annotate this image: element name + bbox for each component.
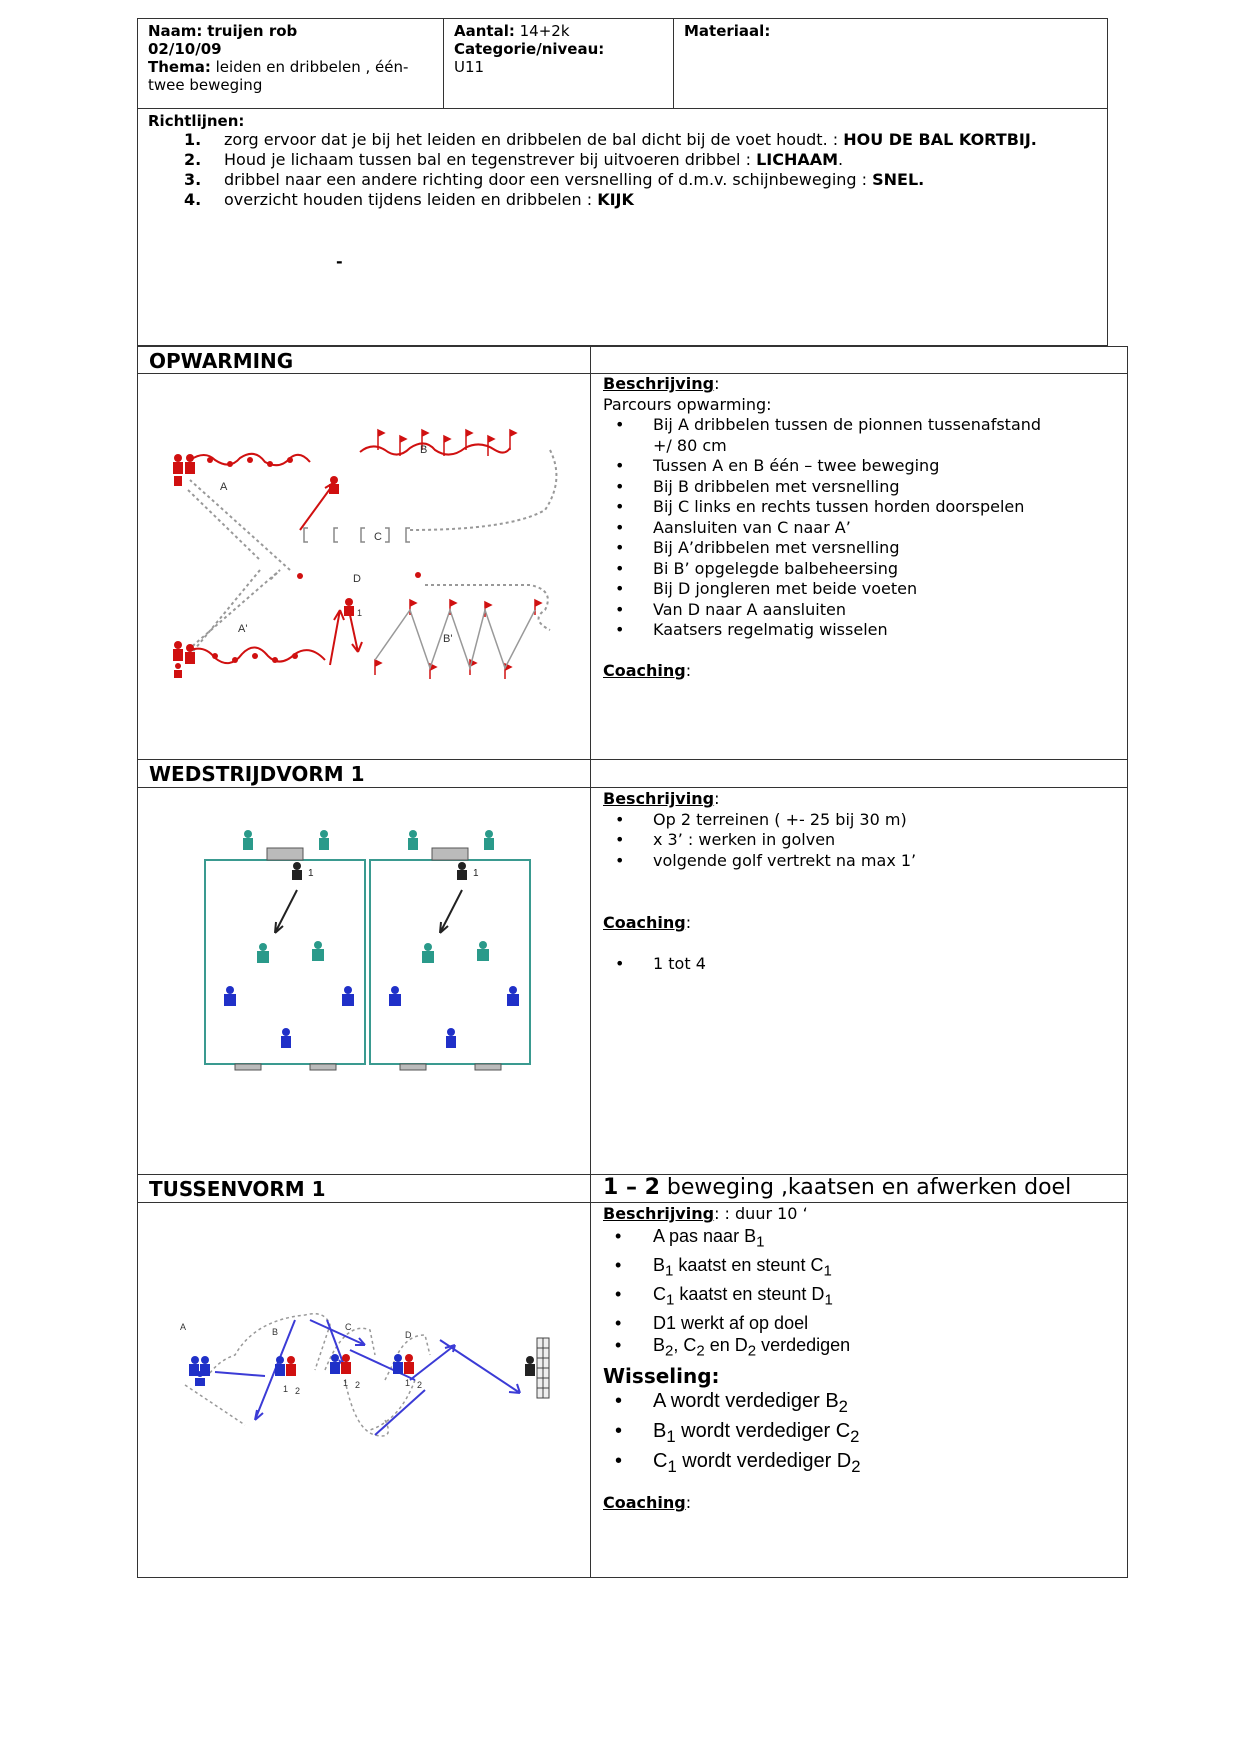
list-item: • Bij D jongleren met beide voeten: [653, 579, 1103, 600]
list-item: • Bij C links en rechts tussen horden doorspelen: [653, 497, 1103, 518]
aantal-label: Aantal:: [454, 22, 515, 40]
diagram-label-one: 1: [473, 868, 479, 879]
list-item: • 1 tot 4: [653, 954, 1103, 975]
categorie-label: Categorie/niveau:: [454, 40, 605, 58]
richtlijn-1: 1. zorg ervoor dat je bij het leiden en dribbelen de bal dicht bij de voet houdt. : HOU DE BAL KORTBIJ.: [184, 130, 1037, 149]
tussenvorm-description: Beschrijving: : duur 10 ‘ • A pas naar $B_1$ • $B_1$ kaatst en steunt $C_1$ • $C_1$ kaatst en steunt $D_1$ • D1 werkt af op doel • $B_2$, $C_2$ en $D_2$ verdedigen Wisseling: • A wordt verdediger $B_2$ • $B_1$ wordt verdediger $C_2$ • $C_1$ wordt verdediger $D_2$ Coaching:: [593, 1204, 1113, 1514]
list-item: • D1 werkt af op doel: [653, 1312, 1103, 1335]
tussenvorm-subtitle: 1 – 2 beweging ,kaatsen en afwerken doel: [603, 1175, 1072, 1200]
diagram-label-two: 2: [355, 1380, 361, 1390]
list-item: • Aansluiten van C naar A’: [653, 518, 1103, 539]
richtlijn-2: 2. Houd je lichaam tussen bal en tegenstrever bij uitvoeren dribbel : LICHAAM.: [184, 150, 844, 169]
diagram-label-one: 1: [283, 1384, 289, 1394]
opwarming-intro: Parcours opwarming:: [603, 394, 772, 414]
diagram-label-a2: A': [238, 623, 248, 635]
naam-value: truijen rob: [207, 22, 298, 40]
diagram-label-one: 1: [405, 1378, 411, 1388]
thema-label: Thema:: [148, 58, 211, 76]
diagram-label-b2: B': [443, 633, 453, 645]
diagram-label-d: D: [405, 1330, 412, 1340]
materiaal-cell: [674, 19, 1104, 43]
diagram-label-c: C: [345, 1322, 352, 1332]
list-item: • $B_1$ wordt verdediger $C_2$: [653, 1419, 1103, 1449]
diagram-label-a: A: [220, 481, 228, 493]
list-item: • x 3’ : werken in golven: [653, 830, 1103, 851]
opwarming-title: OPWARMING: [149, 349, 294, 373]
list-item: • $C_1$ wordt verdediger $D_2$: [653, 1449, 1103, 1479]
richtlijn-3: 3. dribbel naar een andere richting door een versnelling of d.m.v. schijnbeweging : SNEL.: [184, 170, 925, 189]
date: 02/10/09: [148, 40, 222, 58]
naam-cell: [138, 19, 443, 97]
diagram-label-d: D: [353, 573, 361, 585]
tussenvorm-beschrijving-label: Beschrijving: [603, 1204, 715, 1223]
opwarming-diagram: [160, 420, 570, 690]
list-item: • Op 2 terreinen ( +- 25 bij 30 m): [653, 810, 1103, 831]
list-item: • Bij B dribbelen met versnelling: [653, 477, 1103, 498]
list-item: • Bij A dribbelen tussen de pionnen tussenafstand +/ 80 cm: [653, 415, 1103, 456]
materiaal-label: Materiaal:: [684, 22, 771, 40]
list-item: • A pas naar $B_1$: [653, 1225, 1103, 1254]
diagram-label-c: C: [374, 531, 382, 543]
diagram-label-one: 1: [308, 868, 314, 879]
wedstrijdvorm-title: WEDSTRIJDVORM 1: [149, 762, 365, 786]
list-item: • $B_2$, $C_2$ en $D_2$ verdedigen: [653, 1334, 1103, 1363]
list-item: • Kaatsers regelmatig wisselen: [653, 620, 1103, 641]
list-item: • Tussen A en B één – twee beweging: [653, 456, 1103, 477]
diagram-label-one: 1: [343, 1378, 349, 1388]
list-item: • $C_1$ kaatst en steunt $D_1$: [653, 1283, 1103, 1312]
diagram-label-two: 2: [295, 1386, 301, 1396]
aantal-cell: [444, 19, 672, 79]
wedstrijdvorm-description: Beschrijving: • Op 2 terreinen ( +- 25 bij 30 m) • x 3’ : werken in golven • volgende golf vertrekt na max 1’ Coaching: • 1 tot 4: [593, 789, 1113, 974]
diagram-label-b: B: [420, 444, 428, 456]
naam-label: Naam:: [148, 22, 203, 40]
richtlijnen-title: Richtlijnen:: [148, 112, 245, 130]
aantal-value: 14+2k: [519, 22, 570, 40]
list-item: • Bi B’ opgelegde balbeheersing: [653, 559, 1103, 580]
tussenvorm-coaching-label: Coaching: [603, 1493, 686, 1513]
wisseling-list: [603, 1389, 1103, 1479]
opwarming-list: [603, 415, 1103, 641]
list-item: • $B_1$ kaatst en steunt $C_1$: [653, 1254, 1103, 1283]
tussenvorm-diagram: [175, 1300, 590, 1445]
wedstrijdvorm-coaching-label: Coaching: [603, 913, 686, 932]
wedstrijdvorm-coaching-list: [603, 954, 1103, 975]
diagram-label-a: A: [180, 1322, 187, 1332]
tussenvorm-title: TUSSENVORM 1: [149, 1177, 326, 1201]
diagram-label-one: 1: [357, 608, 363, 618]
wedstrijdvorm-list: [603, 810, 1103, 872]
categorie-value: U11: [454, 58, 485, 76]
wisseling-label: Wisseling:: [603, 1364, 720, 1389]
wedstrijdvorm-diagram: [200, 820, 540, 1075]
opwarming-beschrijving-label: Beschrijving: [603, 374, 715, 393]
wedstrijdvorm-beschrijving-label: Beschrijving: [603, 789, 715, 808]
thema-value: leiden en dribbelen , één-twee beweging: [148, 58, 409, 94]
list-item: • Van D naar A aansluiten: [653, 600, 1103, 621]
list-item: • volgende golf vertrekt na max 1’: [653, 851, 1103, 872]
opwarming-description: Beschrijving: Parcours opwarming: • Bij A dribbelen tussen de pionnen tussenafstand +/ 80 cm • Tussen A en B één – twee beweging • Bij B dribbelen met versnelling • Bij C links en rechts tussen horden doorspelen • Aansluiten van C naar A’ • Bij A’dribbelen met versnelling • Bi B’ opgelegde balbeheersing • Bij D jongleren met beide voeten • Van D naar A aansluiten • Kaatsers regelmatig wisselen Coaching:: [593, 374, 1113, 681]
richtlijnen-list: [184, 130, 1064, 210]
list-item: • A wordt verdediger $B_2$: [653, 1389, 1103, 1419]
richtlijn-4: 4. overzicht houden tijdens leiden en dribbelen : KIJK: [184, 190, 634, 209]
tussenvorm-list: [603, 1225, 1103, 1364]
opwarming-coaching-label: Coaching: [603, 660, 686, 680]
list-item: • Bij A’dribbelen met versnelling: [653, 538, 1103, 559]
dash: -: [336, 252, 343, 271]
diagram-label-two: 2: [417, 1380, 423, 1390]
diagram-label-b: B: [272, 1327, 279, 1337]
